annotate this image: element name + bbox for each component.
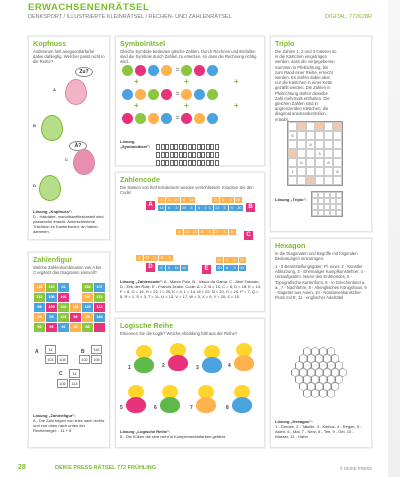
code-row: 6 14 13 6 3 20 5 6 (176, 229, 236, 235)
chick-number: 4 (228, 363, 231, 369)
logische-panel (115, 318, 265, 448)
logische-title: Logische Reihe (120, 321, 174, 330)
plus-sign: + (134, 101, 139, 110)
option-tile: 104 (57, 355, 68, 364)
badge-a: A (146, 201, 155, 210)
option-tile: 102 (79, 355, 90, 364)
chick-area (116, 339, 266, 425)
digital-code: DIGITAL: 772K28R (325, 14, 372, 20)
plus-sign: + (184, 101, 189, 110)
badge-c: C (244, 231, 253, 240)
chick-egg (232, 397, 252, 413)
kopfnuss-title: Kopfnuss (33, 39, 67, 48)
symbol-row: = (122, 65, 220, 76)
symbol-row: = (122, 113, 220, 124)
question-bubble: Ä? (69, 141, 87, 151)
zahlenfigur-answer: A - Die Zahl folgen von links nach rechts und von oben nach unten der Rechenregel: - 11 + 5 (33, 418, 105, 433)
zahlencode-panel (115, 172, 265, 312)
plus-sign: + (234, 77, 239, 86)
hexagon-panel (270, 238, 372, 448)
number-grid: 128 110 22 184 107 112 108 101 107 112 98 109 102 101 115 112 94 95 101 98 95 184 93 96 92 86 88 (34, 283, 105, 332)
egg-label: C (65, 157, 68, 162)
egg-c (73, 149, 95, 175)
option-tile: 113 (69, 379, 80, 388)
page-number: 28 (18, 464, 26, 471)
code-row: 3 13 5 6 20 (206, 205, 244, 211)
plus-sign: + (134, 77, 139, 86)
logische-answer: 8 - Die Küken die sind nicht in Komplementärfarben gefärbt. (120, 434, 227, 439)
code-row: 20 6 3 14 (217, 266, 244, 270)
triplo-answer-grid (311, 191, 343, 217)
symbol-row: = (122, 89, 220, 100)
code-row: 6 5 14 13 (158, 265, 188, 271)
option-tile: 11 (69, 369, 80, 378)
code-row: 13 6 3 20 5 6 (158, 205, 211, 211)
option-tile: 11 (45, 345, 56, 354)
symbol-title: Symbolrätsel (120, 39, 166, 48)
kopfnuss-answer: D - Hakdabe, monotisantifeskasteit sind passenche imacht. Anterschiedene Trachtion im Kanterbonen, an haben dammen. (33, 214, 104, 234)
egg-d (39, 175, 61, 201)
page-title: ERWACHSENENRÄTSEL (28, 2, 150, 13)
zahlencode-text: Die Namen von fünf Entdeckern werden verschlüsselt. Knacken Sie den Code! (120, 185, 254, 196)
option-tile: 106 (91, 355, 102, 364)
symbol-panel (115, 36, 265, 166)
chick-egg (160, 397, 180, 413)
egg-label: B (33, 123, 36, 128)
zahlenfigur-answer-label: Lösung „Zahlenfigur": (33, 413, 76, 418)
egg-b (41, 115, 63, 141)
chick-egg (168, 355, 188, 371)
chick-number: 1 (128, 365, 131, 371)
hexagon-text: In die Diagonalen und Begriffe mit folgenden Bedeutungen einzutragen: (275, 251, 358, 262)
publication-name: DEIKE PRESS RÄTSEL 772 FRÜHLING (55, 465, 157, 471)
triplo-panel (270, 36, 372, 232)
code-row: 11 6 6 20 (217, 258, 244, 262)
option-letter: C (59, 371, 63, 377)
chick-number: 7 (190, 405, 193, 411)
hexagon-grid (279, 335, 365, 415)
chick-egg (126, 397, 146, 413)
kopfnuss-answer-label: Lösung „Kopfnuss": (33, 209, 73, 214)
symbol-text: Gleiche Symbole bedeuten gleiche Zahlen. Durch Rechnen und Einfallen sind die Symbole durch Zahlen zu ersetzen, so dass die Rechnung richtig wird. (120, 49, 257, 65)
option-tile: 116 (91, 345, 102, 354)
zahlenfigur-panel (28, 252, 110, 448)
hexagon-answer: 1 - Grenze, 2 - Tabelle, 3 - Kibbuz, 4 - Regen, 5 - Asien, 6 - Mai, 7 - Nerz, 8 - Tee, 9 - Gel, 10 - Wasser, 11 - Hahn (275, 424, 362, 439)
egg-label: D (33, 183, 36, 188)
symbol-answer-label: Lösung „Symbolrätsel": (120, 139, 151, 149)
chick-number: 2 (162, 363, 165, 369)
chick-number: 6 (154, 405, 157, 411)
zahlencode-answer (120, 279, 262, 311)
code-row: 6 20 11 11 6 (136, 255, 174, 261)
hexagon-answer-label: Lösung „Hexagon": (275, 419, 313, 424)
option-letter: B (81, 349, 85, 355)
option-letter: A (35, 349, 39, 355)
code-row: 6 11 20 6 11 (158, 197, 196, 203)
triplo-answer-label: Lösung „Triplo": (275, 197, 307, 202)
egg-a (65, 79, 87, 105)
badge-e: E (202, 265, 211, 274)
question-bubble: Zu? (75, 67, 93, 77)
triplo-title: Triplo (275, 39, 295, 48)
page-subtitle: DENKSPORT / ILLUSTRIERTE KLEINRÄTSEL / RECHEN- UND ZAHLENRÄTSEL (28, 14, 232, 20)
logische-answer-label: Lösung „Logische Reihe": (120, 429, 171, 434)
code-row: 11 6 6 20 (213, 198, 240, 202)
chick-number: 3 (196, 365, 199, 371)
zahlencode-answer-text: A - Marco Polo, B - Vasco da Gama, C - Abel Tasman, D - Erik der Rote, E - Francis Drake. Code: A = 2, B = 10, C = 6, D = 18, E = 14, F = 8, G = 16, H = 22, I = 20, K = 4, L = 14, M = 22, N = 20, O = 24, P = 7, Q = 5, R = 1, S = 3, T = 11, U = 13, V = 17, W = 3, X = 9, Y = 20, Z = 15 (120, 279, 262, 299)
chick-egg (196, 397, 216, 413)
zahlencode-title: Zahlencode (120, 175, 160, 184)
zahlencode-answer-label: Lösung „Zahlencode": (120, 279, 164, 284)
zahlenfigur-text: Welche Zahlenkombination von A bis C ergänzt das Diagramm sinnvoll? (33, 265, 102, 276)
logische-text: Erkennen Sie die Logik? Welche Abbildung füllt aus der Reihe? (120, 331, 238, 336)
hexagon-clues: 1 - 9 Bereitstellungsgüter: Pl. einer, 2 - Künstler Abkürzung, 3 - Ehemaliger Kampfkunstlehrer, 4 - Umlaufgestirn: Name des Erdmondes, 5 - Topografische Kartenform, 6 - in Griechenland a. a., 7 - Nachfahre, 8 - Altenglisches Königshaus, 9 - Nagetier aus Asien, 10 - Nordamerikanischer Fluss mit E, 11 - englischer Adelstitel (275, 264, 367, 301)
page-footer (0, 461, 400, 477)
badge-b: B (246, 203, 255, 212)
side-stripe (388, 0, 400, 477)
option-tile: 105 (57, 379, 68, 388)
hexagon-title: Hexagon (275, 241, 306, 250)
publisher: © DEIKE PRESS (339, 466, 372, 471)
chick-number: 8 (226, 405, 229, 411)
kopfnuss-panel (28, 36, 110, 240)
plus-sign: + (184, 77, 189, 86)
chick-egg (134, 357, 154, 373)
page-header (0, 0, 400, 24)
kopfnuss-text: Andersrum heit aneguentlarfarbe dabei dahlegfig. Welcher passt nicht in die Reihe? (33, 49, 105, 65)
plus-sign: + (234, 101, 239, 110)
chick-number: 5 (120, 405, 123, 411)
triplo-text: Die Zahlen 1, 2 und 3 müssen so in die Kästchen eingetragen werden, dass die vorgegebenen Summen in Pfeilrichtung, bis zum Rand einer Reihe, erreicht werden. Es dürfen dabei aber nur die Kästchen in einer Kette gezählt werden. Die Zahlen in Pfeilrichtung dürfen dieselbe Zahl mehrmals enthalten. Die gleichen Zahlen sind in angrenzenden Kästchen, die diagonal aneinanderstoßen, erlaubt. (275, 49, 337, 122)
chick-egg (234, 355, 254, 371)
zahlenfigur-title: Zahlenfigur (33, 255, 73, 264)
symbol-answer-boxes (156, 153, 219, 171)
badge-d: D (146, 263, 155, 272)
triplo-grid: 5 8 3 6 8 1 6 (287, 121, 343, 186)
chick-egg (202, 357, 222, 373)
option-tile: 101 (45, 355, 56, 364)
egg-label: A (53, 87, 56, 92)
